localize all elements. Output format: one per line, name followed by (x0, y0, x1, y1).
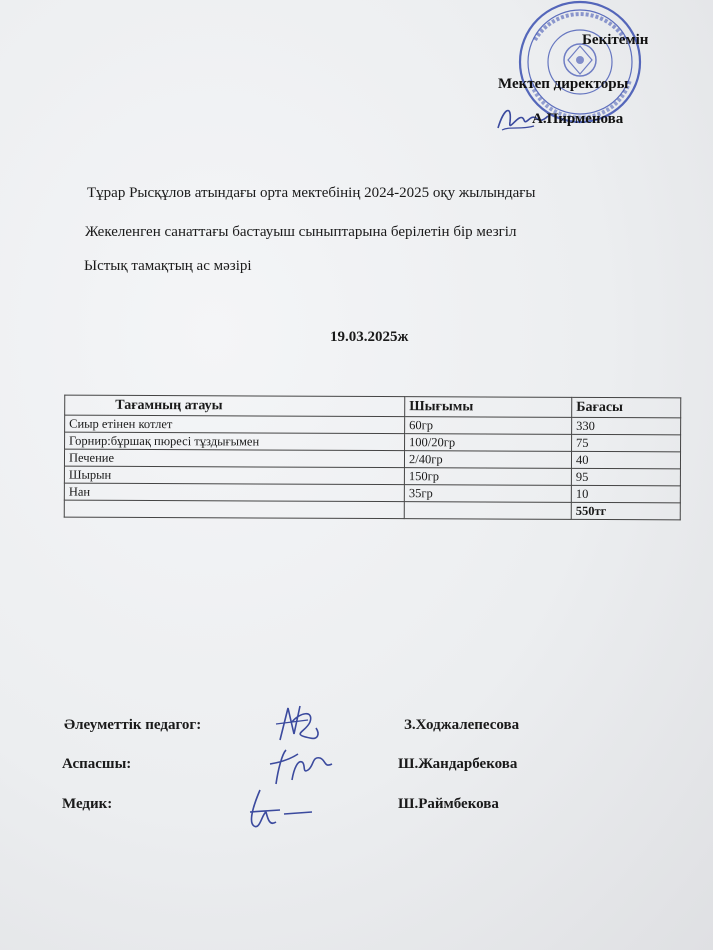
dish-name: Печение (64, 449, 404, 467)
dish-price: 95 (571, 468, 680, 485)
dish-price: 10 (571, 485, 680, 502)
dish-name: Горнир:бұршақ пюресі тұздығымен (65, 432, 405, 450)
signatory-name-pedagogue: З.Ходжалепесова (404, 717, 520, 733)
dish-portion: 60гр (405, 417, 572, 435)
dish-portion: 35гр (404, 485, 571, 503)
menu-table (64, 395, 682, 521)
dish-price: 75 (572, 434, 681, 451)
dish-portion: 2/40гр (404, 451, 571, 469)
total-empty-cell (64, 500, 404, 518)
approval-title: Бекітемін (582, 32, 649, 48)
cook-signature (262, 740, 342, 790)
total-empty-cell (404, 502, 571, 520)
header-portion: Шығымы (405, 397, 572, 418)
signatory-role-cook: Аспасшы: (62, 756, 132, 772)
approval-position: Мектеп директоры (498, 76, 629, 92)
dish-price: 330 (572, 417, 681, 434)
medic-signature (240, 784, 320, 834)
menu-date: 19.03.2025ж (330, 329, 409, 345)
table-header-row (65, 395, 681, 418)
header-dish-name: Тағамның атауы (65, 395, 405, 416)
signatory-role-pedagogue: Әлеуметтік педагог: (64, 717, 202, 733)
signatory-name-cook: Ш.Жандарбекова (398, 756, 518, 772)
dish-name: Шырын (64, 466, 404, 484)
heading-line-3: Ыстық тамақтың ас мәзірі (84, 258, 252, 274)
total-price: 550тг (571, 502, 680, 519)
dish-portion: 150гр (404, 468, 571, 486)
director-name: А.Пирменова (532, 111, 624, 127)
header-price: Бағасы (572, 397, 681, 417)
signatory-role-medic: Медик: (62, 796, 113, 812)
dish-price: 40 (571, 451, 680, 468)
heading-line-2: Жекеленген санаттағы бастауыш сыныптарына берілетін бір мезгіл (85, 224, 517, 240)
heading-line-1: Тұрар Рысқұлов атындағы орта мектебінің 2024-2025 оқу жылындағы (87, 185, 536, 201)
dish-name: Сиыр етінен котлет (65, 415, 405, 433)
signatory-name-medic: Ш.Раймбекова (398, 796, 499, 812)
dish-name: Нан (64, 483, 404, 501)
dish-portion: 100/20гр (405, 434, 572, 452)
total-row (64, 500, 680, 520)
